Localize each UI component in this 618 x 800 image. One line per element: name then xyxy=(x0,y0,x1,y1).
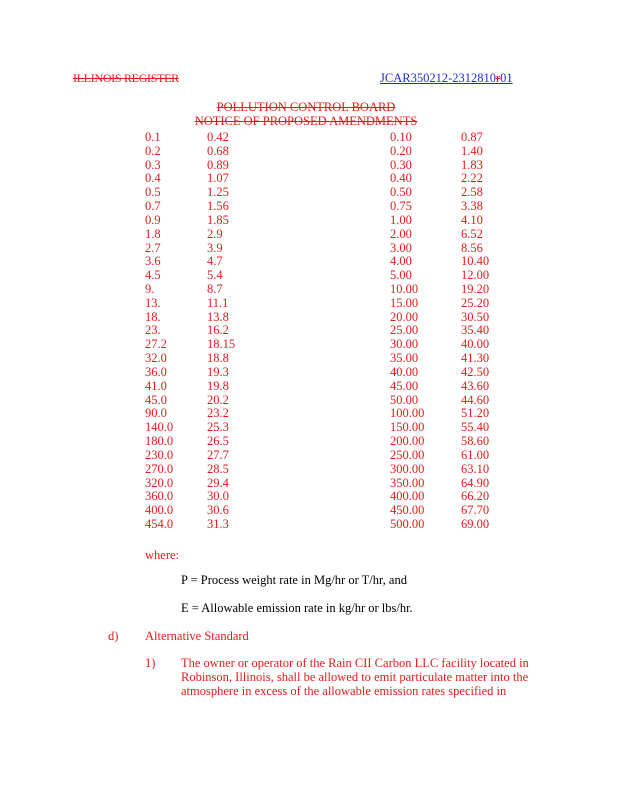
table-cell-p1: 41.0 xyxy=(145,378,167,393)
table-cell-p1: 0.1 xyxy=(145,130,161,144)
table-cell-e1: 1.07 xyxy=(207,171,229,186)
table-cell-e2: 69.00 xyxy=(461,516,490,531)
table-cell-p2: 15.00 xyxy=(390,295,419,310)
table-row xyxy=(0,130,618,144)
table-cell-e2: 10.40 xyxy=(461,254,490,269)
page-title-notice: NOTICE OF PROPOSED AMENDMENTS xyxy=(194,114,418,128)
table-cell-p1: 3.6 xyxy=(145,254,161,269)
table-cell-e2: 30.50 xyxy=(461,309,490,324)
table-cell-e1: 2.9 xyxy=(207,226,223,241)
table-row xyxy=(0,462,618,476)
header-left: ILLINOIS REGISTER xyxy=(73,71,179,85)
table-cell-e2: 43.60 xyxy=(461,378,490,393)
table-cell-e2: 1.40 xyxy=(461,143,483,158)
table-cell-e1: 5.4 xyxy=(207,268,223,283)
table-row xyxy=(0,489,618,503)
table-row xyxy=(0,296,618,310)
table-cell-p1: 270.0 xyxy=(145,461,174,476)
table-cell-p2: 150.00 xyxy=(390,420,425,435)
table-cell-p2: 0.20 xyxy=(390,143,412,158)
header-right-struck-char: r xyxy=(495,71,501,85)
table-cell-p1: 2.7 xyxy=(145,240,161,255)
table-cell-p2: 0.40 xyxy=(390,171,412,186)
table-row xyxy=(0,254,618,268)
table-cell-e1: 0.42 xyxy=(207,130,229,144)
table-cell-e1: 29.4 xyxy=(207,475,229,490)
table-cell-p2: 500.00 xyxy=(390,516,425,531)
table-cell-e1: 30.0 xyxy=(207,489,229,504)
table-row xyxy=(0,241,618,255)
table-cell-p2: 40.00 xyxy=(390,364,419,379)
table-cell-e2: 25.20 xyxy=(461,295,490,310)
table-cell-e2: 35.40 xyxy=(461,323,490,338)
table-cell-p2: 0.75 xyxy=(390,199,412,214)
table-cell-p2: 200.00 xyxy=(390,434,425,449)
table-cell-e2: 66.20 xyxy=(461,489,490,504)
table-row xyxy=(0,323,618,337)
table-cell-e1: 3.9 xyxy=(207,240,223,255)
item-1-text: The owner or operator of the Rain CII Carbon LLC facility located in Robinson, Illinois, shall be allowed to emit particulate matter into the atmosphere in excess of the allowable emission rates specified in xyxy=(181,656,529,698)
table-cell-e2: 55.40 xyxy=(461,420,490,435)
table-cell-p2: 1.00 xyxy=(390,212,412,227)
table-cell-p1: 230.0 xyxy=(145,447,174,462)
table-cell-p2: 45.00 xyxy=(390,378,419,393)
table-cell-e1: 19.3 xyxy=(207,364,229,379)
table-cell-p2: 20.00 xyxy=(390,309,419,324)
table-cell-e1: 30.6 xyxy=(207,503,229,518)
table-cell-p2: 100.00 xyxy=(390,406,425,421)
table-cell-p1: 140.0 xyxy=(145,420,174,435)
table-cell-p2: 10.00 xyxy=(390,282,419,297)
table-cell-p2: 2.00 xyxy=(390,226,412,241)
table-cell-e1: 18.15 xyxy=(207,337,236,352)
table-row xyxy=(0,282,618,296)
table-cell-p1: 13. xyxy=(145,295,161,310)
page-title-board: POLLUTION CONTROL BOARD xyxy=(216,100,396,114)
table-cell-e1: 27.7 xyxy=(207,447,229,462)
table-cell-e2: 3.38 xyxy=(461,199,483,214)
table-cell-e2: 61.00 xyxy=(461,447,490,462)
table-cell-e1: 19.8 xyxy=(207,378,229,393)
table-cell-e2: 51.20 xyxy=(461,406,490,421)
table-row xyxy=(0,144,618,158)
table-cell-p2: 300.00 xyxy=(390,461,425,476)
table-cell-p2: 250.00 xyxy=(390,447,425,462)
item-1-label: 1) xyxy=(145,656,156,670)
table-cell-e1: 1.56 xyxy=(207,199,229,214)
table-cell-e1: 25.3 xyxy=(207,420,229,435)
table-row xyxy=(0,503,618,517)
header-right-main: JCAR350212-2312810 xyxy=(380,71,496,85)
table-cell-p1: 0.7 xyxy=(145,199,161,214)
table-cell-p1: 36.0 xyxy=(145,364,167,379)
table-cell-e1: 4.7 xyxy=(207,254,223,269)
table-cell-e1: 18.8 xyxy=(207,351,229,366)
where-label: where: xyxy=(145,548,180,562)
table-cell-p1: 90.0 xyxy=(145,406,167,421)
table-cell-p1: 454.0 xyxy=(145,516,174,531)
table-row xyxy=(0,393,618,407)
table-row xyxy=(0,158,618,172)
table-row xyxy=(0,476,618,490)
table-row xyxy=(0,365,618,379)
table-cell-p1: 23. xyxy=(145,323,161,338)
table-cell-e1: 13.8 xyxy=(207,309,229,324)
table-cell-e2: 6.52 xyxy=(461,226,483,241)
table-cell-p1: 0.2 xyxy=(145,143,161,158)
table-cell-e1: 28.5 xyxy=(207,461,229,476)
table-cell-e2: 64.90 xyxy=(461,475,490,490)
definition-e: E = Allowable emission rate in kg/hr or lbs/hr. xyxy=(181,601,413,615)
table-row xyxy=(0,351,618,365)
table-cell-p2: 400.00 xyxy=(390,489,425,504)
table-row xyxy=(0,268,618,282)
table-cell-e1: 20.2 xyxy=(207,392,229,407)
table-row xyxy=(0,448,618,462)
table-cell-e2: 0.87 xyxy=(461,130,483,144)
header-right xyxy=(380,71,513,86)
table-cell-e1: 26.5 xyxy=(207,434,229,449)
table-row xyxy=(0,213,618,227)
table-cell-e1: 0.89 xyxy=(207,157,229,172)
table-cell-e2: 2.22 xyxy=(461,171,483,186)
table-cell-p1: 320.0 xyxy=(145,475,174,490)
table-cell-e1: 8.7 xyxy=(207,282,223,297)
section-d-title: Alternative Standard xyxy=(145,629,249,643)
table-cell-e2: 4.10 xyxy=(461,212,483,227)
table-row xyxy=(0,227,618,241)
table-cell-p2: 4.00 xyxy=(390,254,412,269)
section-d-label: d) xyxy=(108,629,119,643)
table-row xyxy=(0,337,618,351)
table-cell-p2: 0.30 xyxy=(390,157,412,172)
table-row xyxy=(0,517,618,531)
header-right-end: 01 xyxy=(500,71,513,85)
table-cell-e2: 41.30 xyxy=(461,351,490,366)
table-cell-p1: 0.4 xyxy=(145,171,161,186)
table-cell-e1: 16.2 xyxy=(207,323,229,338)
table-row xyxy=(0,185,618,199)
table-cell-p2: 50.00 xyxy=(390,392,419,407)
table-cell-e2: 40.00 xyxy=(461,337,490,352)
table-cell-e1: 0.68 xyxy=(207,143,229,158)
table-cell-e1: 11.1 xyxy=(207,295,229,310)
table-row xyxy=(0,420,618,434)
table-cell-e2: 67.70 xyxy=(461,503,490,518)
table-cell-p1: 45.0 xyxy=(145,392,167,407)
table-cell-p1: 1.8 xyxy=(145,226,161,241)
table-row xyxy=(0,379,618,393)
definition-p: P = Process weight rate in Mg/hr or T/hr, and xyxy=(181,573,407,587)
table-cell-p1: 32.0 xyxy=(145,351,167,366)
table-cell-p1: 18. xyxy=(145,309,161,324)
table-cell-e2: 44.60 xyxy=(461,392,490,407)
table-row xyxy=(0,406,618,420)
table-cell-e1: 31.3 xyxy=(207,516,229,531)
table-cell-p1: 9. xyxy=(145,282,155,297)
table-cell-p1: 400.0 xyxy=(145,503,174,518)
table-cell-e1: 1.85 xyxy=(207,212,229,227)
table-cell-e2: 63.10 xyxy=(461,461,490,476)
table-cell-p2: 450.00 xyxy=(390,503,425,518)
table-cell-p1: 4.5 xyxy=(145,268,161,283)
table-cell-e2: 8.56 xyxy=(461,240,483,255)
table-cell-e2: 58.60 xyxy=(461,434,490,449)
table-cell-p2: 0.50 xyxy=(390,185,412,200)
table-cell-p2: 30.00 xyxy=(390,337,419,352)
table-cell-p2: 25.00 xyxy=(390,323,419,338)
table-cell-e2: 19.20 xyxy=(461,282,490,297)
table-cell-p1: 0.9 xyxy=(145,212,161,227)
table-cell-p1: 180.0 xyxy=(145,434,174,449)
table-cell-p1: 0.3 xyxy=(145,157,161,172)
table-cell-e2: 1.83 xyxy=(461,157,483,172)
table-cell-e1: 1.25 xyxy=(207,185,229,200)
table-cell-p2: 350.00 xyxy=(390,475,425,490)
table-cell-e2: 2.58 xyxy=(461,185,483,200)
table-cell-e2: 42.50 xyxy=(461,364,490,379)
table-cell-e2: 12.00 xyxy=(461,268,490,283)
table-cell-p2: 3.00 xyxy=(390,240,412,255)
table-cell-p1: 27.2 xyxy=(145,337,167,352)
table-cell-p2: 5.00 xyxy=(390,268,412,283)
table-row xyxy=(0,310,618,324)
table-cell-e1: 23.2 xyxy=(207,406,229,421)
table-row xyxy=(0,199,618,213)
table-row xyxy=(0,171,618,185)
table-row xyxy=(0,434,618,448)
table-cell-p1: 0.5 xyxy=(145,185,161,200)
table-cell-p1: 360.0 xyxy=(145,489,174,504)
table-cell-p2: 0.10 xyxy=(390,130,412,144)
table-cell-p2: 35.00 xyxy=(390,351,419,366)
